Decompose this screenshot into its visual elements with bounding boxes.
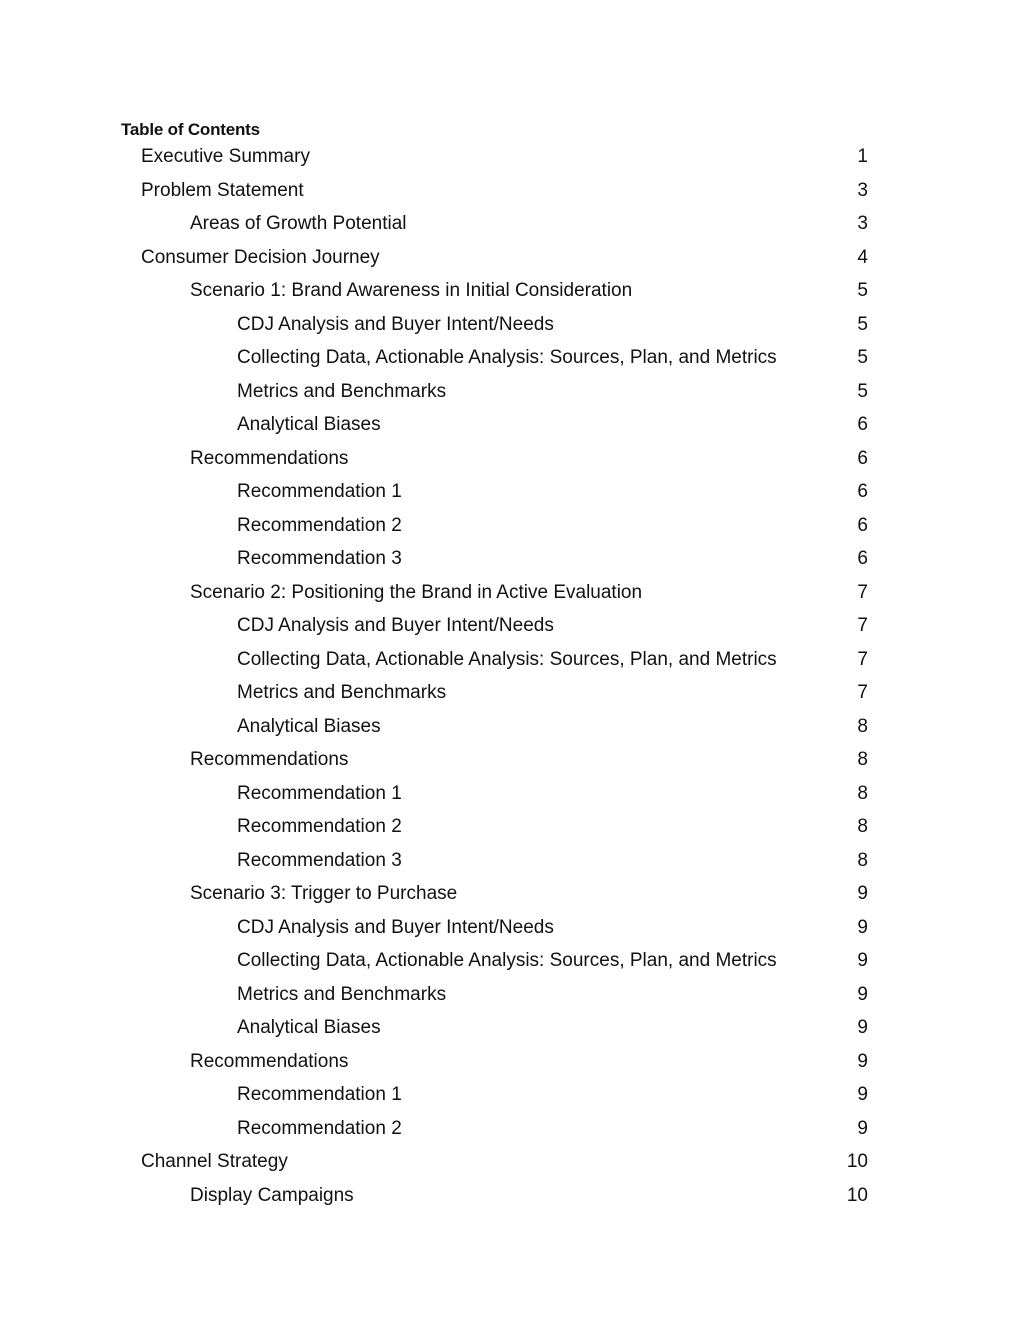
toc-entry-page-number: 6 [857, 514, 868, 536]
toc-entry-label: Recommendation 2 [237, 1117, 402, 1139]
toc-entry-page-number: 6 [857, 447, 868, 469]
toc-entry-label: CDJ Analysis and Buyer Intent/Needs [237, 916, 554, 938]
toc-entry[interactable] [0, 375, 1024, 409]
toc-entry[interactable] [0, 542, 1024, 576]
toc-entry-label: Recommendations [190, 447, 349, 469]
toc-entry-label: Metrics and Benchmarks [237, 983, 447, 1005]
toc-entry[interactable] [0, 643, 1024, 677]
toc-entry[interactable] [0, 609, 1024, 643]
toc-entry-page-number: 9 [857, 1017, 868, 1038]
toc-entry-label: Recommendation 3 [237, 849, 402, 871]
toc-entry[interactable] [0, 442, 1024, 476]
toc-entry[interactable] [0, 308, 1024, 342]
toc-entry[interactable] [0, 1145, 1024, 1179]
toc-entry[interactable] [0, 676, 1024, 710]
toc-entry-label: Analytical Biases [237, 1017, 381, 1038]
toc-entry-page-number: 5 [857, 313, 868, 335]
toc-entry[interactable] [0, 1078, 1024, 1112]
toc-entry-page-number: 8 [857, 715, 868, 737]
toc-entry[interactable] [0, 710, 1024, 744]
toc-entry-label: CDJ Analysis and Buyer Intent/Needs [237, 313, 554, 335]
toc-entry-label: CDJ Analysis and Buyer Intent/Needs [237, 615, 554, 636]
toc-entry-page-number: 9 [857, 950, 868, 971]
toc-entry-label: Recommendation 1 [237, 1084, 402, 1105]
toc-entry-page-number: 7 [857, 615, 868, 636]
toc-entry-page-number: 9 [857, 983, 868, 1005]
toc-entry[interactable] [0, 207, 1024, 241]
toc-entry-page-number: 5 [857, 380, 868, 402]
toc-entry-label: Recommendation 2 [237, 514, 402, 536]
toc-entry-page-number: 10 [846, 1151, 868, 1172]
toc-entry-label: Scenario 3: Trigger to Purchase [190, 883, 458, 904]
toc-entry[interactable] [0, 576, 1024, 610]
toc-entry[interactable] [0, 475, 1024, 509]
toc-entry-label: Collecting Data, Actionable Analysis: Sources, Plan, and Metrics [237, 347, 777, 368]
toc-entry[interactable] [0, 777, 1024, 811]
toc-entry-page-number: 7 [857, 648, 868, 670]
toc-entry-label: Areas of Growth Potential [190, 213, 407, 234]
toc-entry-label: Recommendation 3 [237, 548, 402, 569]
toc-entry-label: Metrics and Benchmarks [237, 380, 447, 402]
toc-entry-page-number: 6 [857, 548, 868, 569]
toc-entry[interactable] [0, 911, 1024, 945]
toc-entry-label: Recommendations [190, 749, 349, 770]
toc-entry-page-number: 7 [857, 581, 868, 603]
toc-entry[interactable] [0, 140, 1024, 174]
toc-entry[interactable] [0, 509, 1024, 543]
toc-entry-label: Executive Summary [141, 146, 310, 167]
toc-list [0, 140, 1024, 1212]
toc-entry-page-number: 1 [857, 146, 868, 167]
toc-entry[interactable] [0, 1112, 1024, 1146]
toc-entry-page-number: 9 [857, 1050, 868, 1072]
toc-entry-label: Metrics and Benchmarks [237, 682, 447, 703]
toc-entry[interactable] [0, 341, 1024, 375]
toc-entry[interactable] [0, 844, 1024, 878]
toc-title: Table of Contents [121, 120, 260, 139]
toc-entry-page-number: 3 [857, 213, 868, 234]
toc-entry-page-number: 9 [857, 916, 868, 938]
toc-entry-page-number: 6 [857, 414, 868, 435]
toc-entry-page-number: 8 [857, 749, 868, 770]
toc-entry-label: Collecting Data, Actionable Analysis: Sources, Plan, and Metrics [237, 950, 777, 971]
toc-entry-page-number: 6 [857, 481, 868, 502]
toc-entry-label: Analytical Biases [237, 715, 381, 737]
toc-entry-page-number: 5 [857, 347, 868, 368]
toc-entry-label: Recommendation 1 [237, 782, 402, 804]
toc-entry-page-number: 5 [857, 280, 868, 301]
toc-entry-label: Channel Strategy [141, 1151, 288, 1172]
toc-entry-label: Display Campaigns [190, 1184, 354, 1206]
toc-entry-label: Problem Statement [141, 179, 304, 201]
toc-entry-page-number: 7 [857, 682, 868, 703]
toc-entry[interactable] [0, 274, 1024, 308]
toc-entry-label: Consumer Decision Journey [141, 246, 380, 268]
toc-entry-label: Scenario 2: Positioning the Brand in Active Evaluation [190, 581, 643, 603]
toc-entry-label: Collecting Data, Actionable Analysis: Sources, Plan, and Metrics [237, 648, 777, 670]
toc-entry-page-number: 8 [857, 816, 868, 837]
toc-entry[interactable] [0, 944, 1024, 978]
toc-entry-label: Recommendations [190, 1050, 349, 1072]
toc-entry[interactable] [0, 241, 1024, 275]
toc-entry[interactable] [0, 1011, 1024, 1045]
toc-entry-label: Recommendation 1 [237, 481, 402, 502]
toc-entry[interactable] [0, 408, 1024, 442]
toc-entry-page-number: 9 [857, 1117, 868, 1139]
toc-entry-page-number: 3 [857, 179, 868, 201]
toc-entry[interactable] [0, 1045, 1024, 1079]
toc-entry-page-number: 4 [857, 246, 868, 268]
toc-entry-page-number: 10 [846, 1184, 868, 1206]
toc-entry-label: Recommendation 2 [237, 816, 402, 837]
toc-entry-page-number: 9 [857, 883, 868, 904]
toc-entry-label: Scenario 1: Brand Awareness in Initial Consideration [190, 280, 633, 301]
toc-entry[interactable] [0, 978, 1024, 1012]
toc-entry-page-number: 8 [857, 849, 868, 871]
toc-entry[interactable] [0, 743, 1024, 777]
toc-entry-page-number: 8 [857, 782, 868, 804]
toc-entry[interactable] [0, 174, 1024, 208]
toc-entry[interactable] [0, 877, 1024, 911]
toc-entry[interactable] [0, 1179, 1024, 1213]
toc-entry[interactable] [0, 810, 1024, 844]
toc-entry-label: Analytical Biases [237, 414, 381, 435]
toc-entry-page-number: 9 [857, 1084, 868, 1105]
